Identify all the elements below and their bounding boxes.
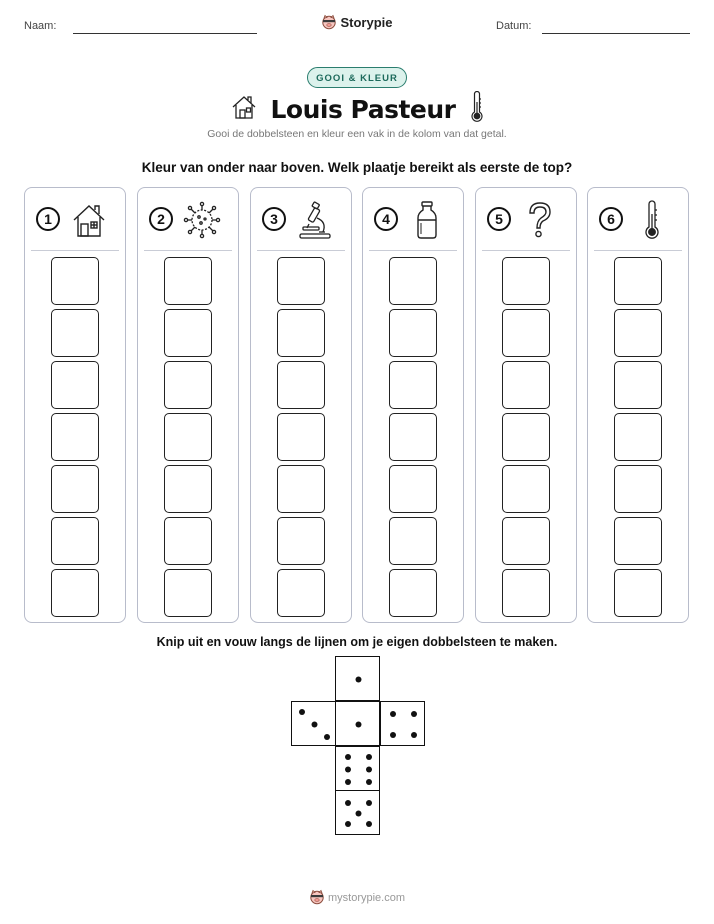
color-cell[interactable]: [614, 517, 662, 565]
color-cell[interactable]: [614, 309, 662, 357]
thermometer-icon: [470, 91, 484, 128]
color-cell[interactable]: [389, 413, 437, 461]
title-row: [0, 92, 714, 126]
column-number: 6: [599, 207, 623, 231]
dice-pip: [312, 722, 318, 728]
dice-pip: [356, 811, 362, 817]
house-icon: [69, 200, 109, 240]
dice-pip: [345, 821, 351, 827]
dice-face: [335, 790, 380, 835]
column-divider: [482, 250, 570, 251]
column-header: [138, 188, 238, 250]
dice-pip: [356, 722, 362, 728]
dice-pip: [390, 732, 396, 738]
color-cell[interactable]: [51, 517, 99, 565]
color-cell[interactable]: [51, 309, 99, 357]
column-header: [251, 188, 351, 250]
subtitle: Gooi de dobbelsteen en kleur een vak in de kolom van dat getal.: [207, 128, 507, 140]
date-label: Datum:: [496, 20, 532, 32]
color-cell[interactable]: [502, 309, 550, 357]
column-header: [25, 188, 125, 250]
column-divider: [144, 250, 232, 251]
column-number: 1: [36, 207, 60, 231]
dice-instruction: Knip uit en vouw langs de lijnen om je eigen dobbelsteen te maken.: [156, 635, 558, 649]
column-2: [137, 187, 239, 623]
color-cell[interactable]: [614, 569, 662, 617]
dice-face: [335, 701, 380, 746]
color-cell[interactable]: [389, 309, 437, 357]
color-cell[interactable]: [502, 361, 550, 409]
dice-pip: [345, 754, 351, 760]
color-cell[interactable]: [164, 413, 212, 461]
color-cell[interactable]: [389, 361, 437, 409]
pig-mascot-icon: [309, 889, 325, 908]
column-number: 2: [149, 207, 173, 231]
column-divider: [369, 250, 457, 251]
column-6: [587, 187, 689, 623]
color-cell[interactable]: [389, 257, 437, 305]
column-header: [588, 188, 688, 250]
milk-bottle-icon: [407, 200, 447, 240]
color-cell[interactable]: [389, 465, 437, 513]
color-cell[interactable]: [164, 257, 212, 305]
color-cell[interactable]: [164, 361, 212, 409]
dice-face: [380, 701, 425, 746]
column-3: [250, 187, 352, 623]
dice-pip: [390, 711, 396, 717]
thermometer-icon: [632, 200, 672, 240]
color-cell[interactable]: [502, 465, 550, 513]
question-mark-icon: [520, 200, 560, 240]
dice-pip: [411, 732, 417, 738]
dice-pip: [345, 800, 351, 806]
column-1: [24, 187, 126, 623]
footer-url: mystorypie.com: [327, 892, 406, 904]
dice-pip: [345, 767, 351, 773]
color-cell[interactable]: [277, 517, 325, 565]
brand-name: Storypie: [340, 15, 393, 30]
dice-pip: [366, 754, 372, 760]
dice-face: [335, 656, 380, 701]
column-divider: [257, 250, 345, 251]
coloring-instruction: Kleur van onder naar boven. Welk plaatje bereikt als eerste de top?: [141, 160, 573, 175]
dice-pip: [299, 709, 305, 715]
page-title: Louis Pasteur: [270, 94, 456, 124]
dice-pip: [366, 779, 372, 785]
dice-pip: [356, 677, 362, 683]
column-header: [476, 188, 576, 250]
column-number: 3: [262, 207, 286, 231]
color-cell[interactable]: [277, 309, 325, 357]
color-cell[interactable]: [164, 309, 212, 357]
name-label: Naam:: [24, 20, 57, 32]
color-cell[interactable]: [614, 361, 662, 409]
color-cell[interactable]: [277, 361, 325, 409]
dice-pip: [366, 800, 372, 806]
color-cell[interactable]: [614, 257, 662, 305]
microscope-icon: [295, 200, 335, 240]
column-4: [362, 187, 464, 623]
name-line: [73, 33, 257, 34]
column-5: [475, 187, 577, 623]
color-cell[interactable]: [277, 465, 325, 513]
color-cell[interactable]: [389, 569, 437, 617]
activity-badge: GOOI & KLEUR: [307, 67, 407, 88]
date-line: [542, 33, 690, 34]
color-cell[interactable]: [277, 569, 325, 617]
dice-pip: [324, 734, 330, 740]
color-cell[interactable]: [502, 569, 550, 617]
dice-pip: [366, 767, 372, 773]
column-divider: [31, 250, 119, 251]
color-cell[interactable]: [277, 257, 325, 305]
dice-face: [291, 701, 336, 746]
dice-pip: [345, 779, 351, 785]
column-number: 4: [374, 207, 398, 231]
color-cell[interactable]: [51, 257, 99, 305]
color-cell[interactable]: [51, 465, 99, 513]
color-cell[interactable]: [164, 517, 212, 565]
color-cell[interactable]: [502, 517, 550, 565]
color-cell[interactable]: [51, 361, 99, 409]
brand-logo: [0, 14, 714, 33]
color-cell[interactable]: [51, 413, 99, 461]
dice-face: [335, 746, 380, 791]
color-cell[interactable]: [502, 257, 550, 305]
column-divider: [594, 250, 682, 251]
column-header: [363, 188, 463, 250]
pig-mascot-icon: [321, 14, 337, 33]
footer: [0, 889, 714, 908]
color-cell[interactable]: [51, 569, 99, 617]
color-cell[interactable]: [164, 569, 212, 617]
color-cell[interactable]: [502, 413, 550, 461]
color-cell[interactable]: [164, 465, 212, 513]
dice-pip: [411, 711, 417, 717]
dice-pip: [366, 821, 372, 827]
color-cell[interactable]: [389, 517, 437, 565]
color-cell[interactable]: [277, 413, 325, 461]
color-cell[interactable]: [614, 413, 662, 461]
column-number: 5: [487, 207, 511, 231]
color-cell[interactable]: [614, 465, 662, 513]
house-icon: [231, 94, 257, 125]
virus-icon: [182, 200, 222, 240]
